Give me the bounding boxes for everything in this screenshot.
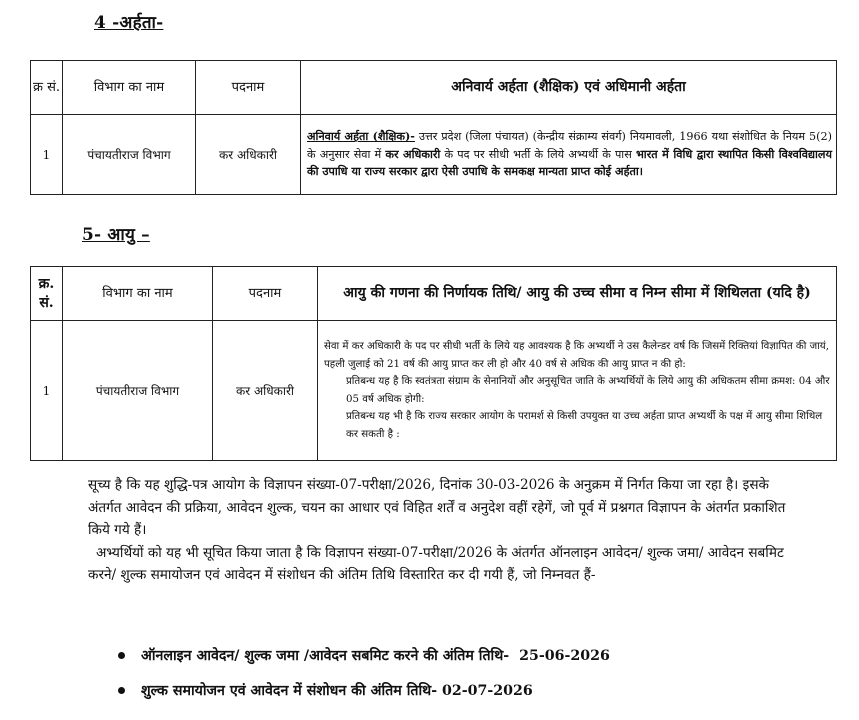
notice-paragraph-2: अभ्यर्थियों को यह भी सूचित किया जाता है कि विज्ञापन संख्या-07-परीक्षा/2026 के अंतर्गत ऑनलाइन आवेदन/ शुल्क जमा/ आवेदन सबमिट करने/ शुल्क समायोजन एवं आवेदन में संशोधन की अंतिम तिथि विस्तारित कर दी गयी हैं, जो निम्नवत हैं- bbox=[88, 544, 784, 584]
department-name: पंचायतीराज विभाग bbox=[63, 321, 213, 461]
age-proviso-2: प्रतिबन्ध यह भी है कि राज्य सरकार आयोग के परामर्श से किसी उपयुक्त या उच्च अर्हता प्राप्त अभ्यर्थी के पक्ष में आयु सीमा शिथिल कर सकती है : bbox=[346, 411, 823, 440]
col-post: पदनाम bbox=[213, 267, 318, 321]
bullet-icon bbox=[118, 652, 125, 659]
qualification-row bbox=[31, 115, 837, 195]
deadline-date: 02-07-2026 bbox=[442, 683, 533, 699]
post-name: कर अधिकारी bbox=[196, 115, 301, 195]
col-qualification: अनिवार्य अर्हता (शैक्षिक) एवं अधिमानी अर्हता bbox=[301, 61, 837, 115]
qualification-text bbox=[301, 115, 837, 195]
col-age-rules: आयु की गणना की निर्णायक तिथि/ आयु की उच्च सीमा व निम्न सीमा में शिथिलता (यदि है) bbox=[318, 267, 837, 321]
col-serial: क्र. सं. bbox=[31, 267, 63, 321]
qualification-table bbox=[30, 60, 837, 195]
qualification-degree-bold: भारत में विधि द्वारा स्थापित किसी विश्वविद्यालय की उपाधि या राज्य सरकार द्वारा ऐसी उपाधि के समकक्ष मान्यता प्राप्त कोई अर्हता। bbox=[307, 146, 832, 179]
age-proviso-1: प्रतिबन्ध यह है कि स्वतंत्रता संग्राम के सेनानियों और अनुसूचित जाति के अभ्यर्थियों के लिये आयु की अधिकतम सीमा क्रमश: 04 और 05 वर्ष अधिक होगी: bbox=[346, 376, 830, 405]
section-4-heading: 4 -अर्हता- bbox=[94, 13, 164, 33]
department-name: पंचायतीराज विभाग bbox=[63, 115, 196, 195]
deadline-item-online bbox=[118, 646, 610, 665]
qualification-text-part1: उत्तर प्रदेश (जिला पंचायत) (केन्द्रीय संक्राम्य संवर्ग) नियमावली, 1966 यथा संशोधित के नियम 5(2) के अनुसार सेवा में bbox=[307, 130, 832, 161]
age-table bbox=[30, 266, 837, 461]
col-department: विभाग का नाम bbox=[63, 267, 213, 321]
deadline-date: 25-06-2026 bbox=[519, 648, 610, 664]
serial-number: 1 bbox=[31, 115, 63, 195]
notice-text bbox=[88, 474, 793, 587]
bullet-icon bbox=[118, 687, 125, 694]
age-rule-main: सेवा में कर अधिकारी के पद पर सीधी भर्ती के लिये यह आवश्यक है कि अभ्यर्थी ने उस कैलेन्डर वर्ष कि जिसमें रिक्तियां विज्ञापित की जायं, पहली जुलाई को 21 वर्ष की आयु प्राप्त कर ली हो और 40 वर्ष से अधिक की आयु प्राप्त न की हो: bbox=[324, 341, 829, 370]
serial-number: 1 bbox=[31, 321, 63, 461]
deadline-label: ऑनलाइन आवेदन/ शुल्क जमा /आवेदन सबमिट करने की अंतिम तिथि- bbox=[141, 648, 510, 664]
deadline-label: शुल्क समायोजन एवं आवेदन में संशोधन की अंतिम तिथि- bbox=[141, 683, 438, 699]
qualification-label: अनिवार्य अर्हता (शैक्षिक)- bbox=[307, 129, 415, 144]
notice-paragraph-1: सूच्य है कि यह शुद्धि-पत्र आयोग के विज्ञापन संख्या-07-परीक्षा/2026, दिनांक 30-03-2026 के अनुक्रम में निर्गत किया जा रहा है। इसके अंतर्गत आवेदन की प्रक्रिया, आवेदन शुल्क, चयन का आधार एवं विहित शर्तें व अनुदेश वहीं रहेगें, जो पूर्व में प्रश्नगत विज्ञापन के अंतर्गत प्रकाशित किये गये हैं। bbox=[88, 477, 786, 539]
col-serial: क्र सं. bbox=[31, 61, 63, 115]
qualification-text-part2: के पद पर सीधी भर्ती के लिये अभ्यर्थी के पास bbox=[440, 147, 636, 161]
age-rules-text bbox=[318, 321, 837, 461]
col-department: विभाग का नाम bbox=[63, 61, 196, 115]
deadline-item-fee-adjustment bbox=[118, 681, 533, 700]
qualification-header-row bbox=[31, 61, 837, 115]
age-header-row bbox=[31, 267, 837, 321]
post-name: कर अधिकारी bbox=[213, 321, 318, 461]
age-row bbox=[31, 321, 837, 461]
qualification-post-bold: कर अधिकारी bbox=[385, 146, 441, 161]
section-5-heading: 5- आयु – bbox=[82, 225, 150, 245]
col-post: पदनाम bbox=[196, 61, 301, 115]
